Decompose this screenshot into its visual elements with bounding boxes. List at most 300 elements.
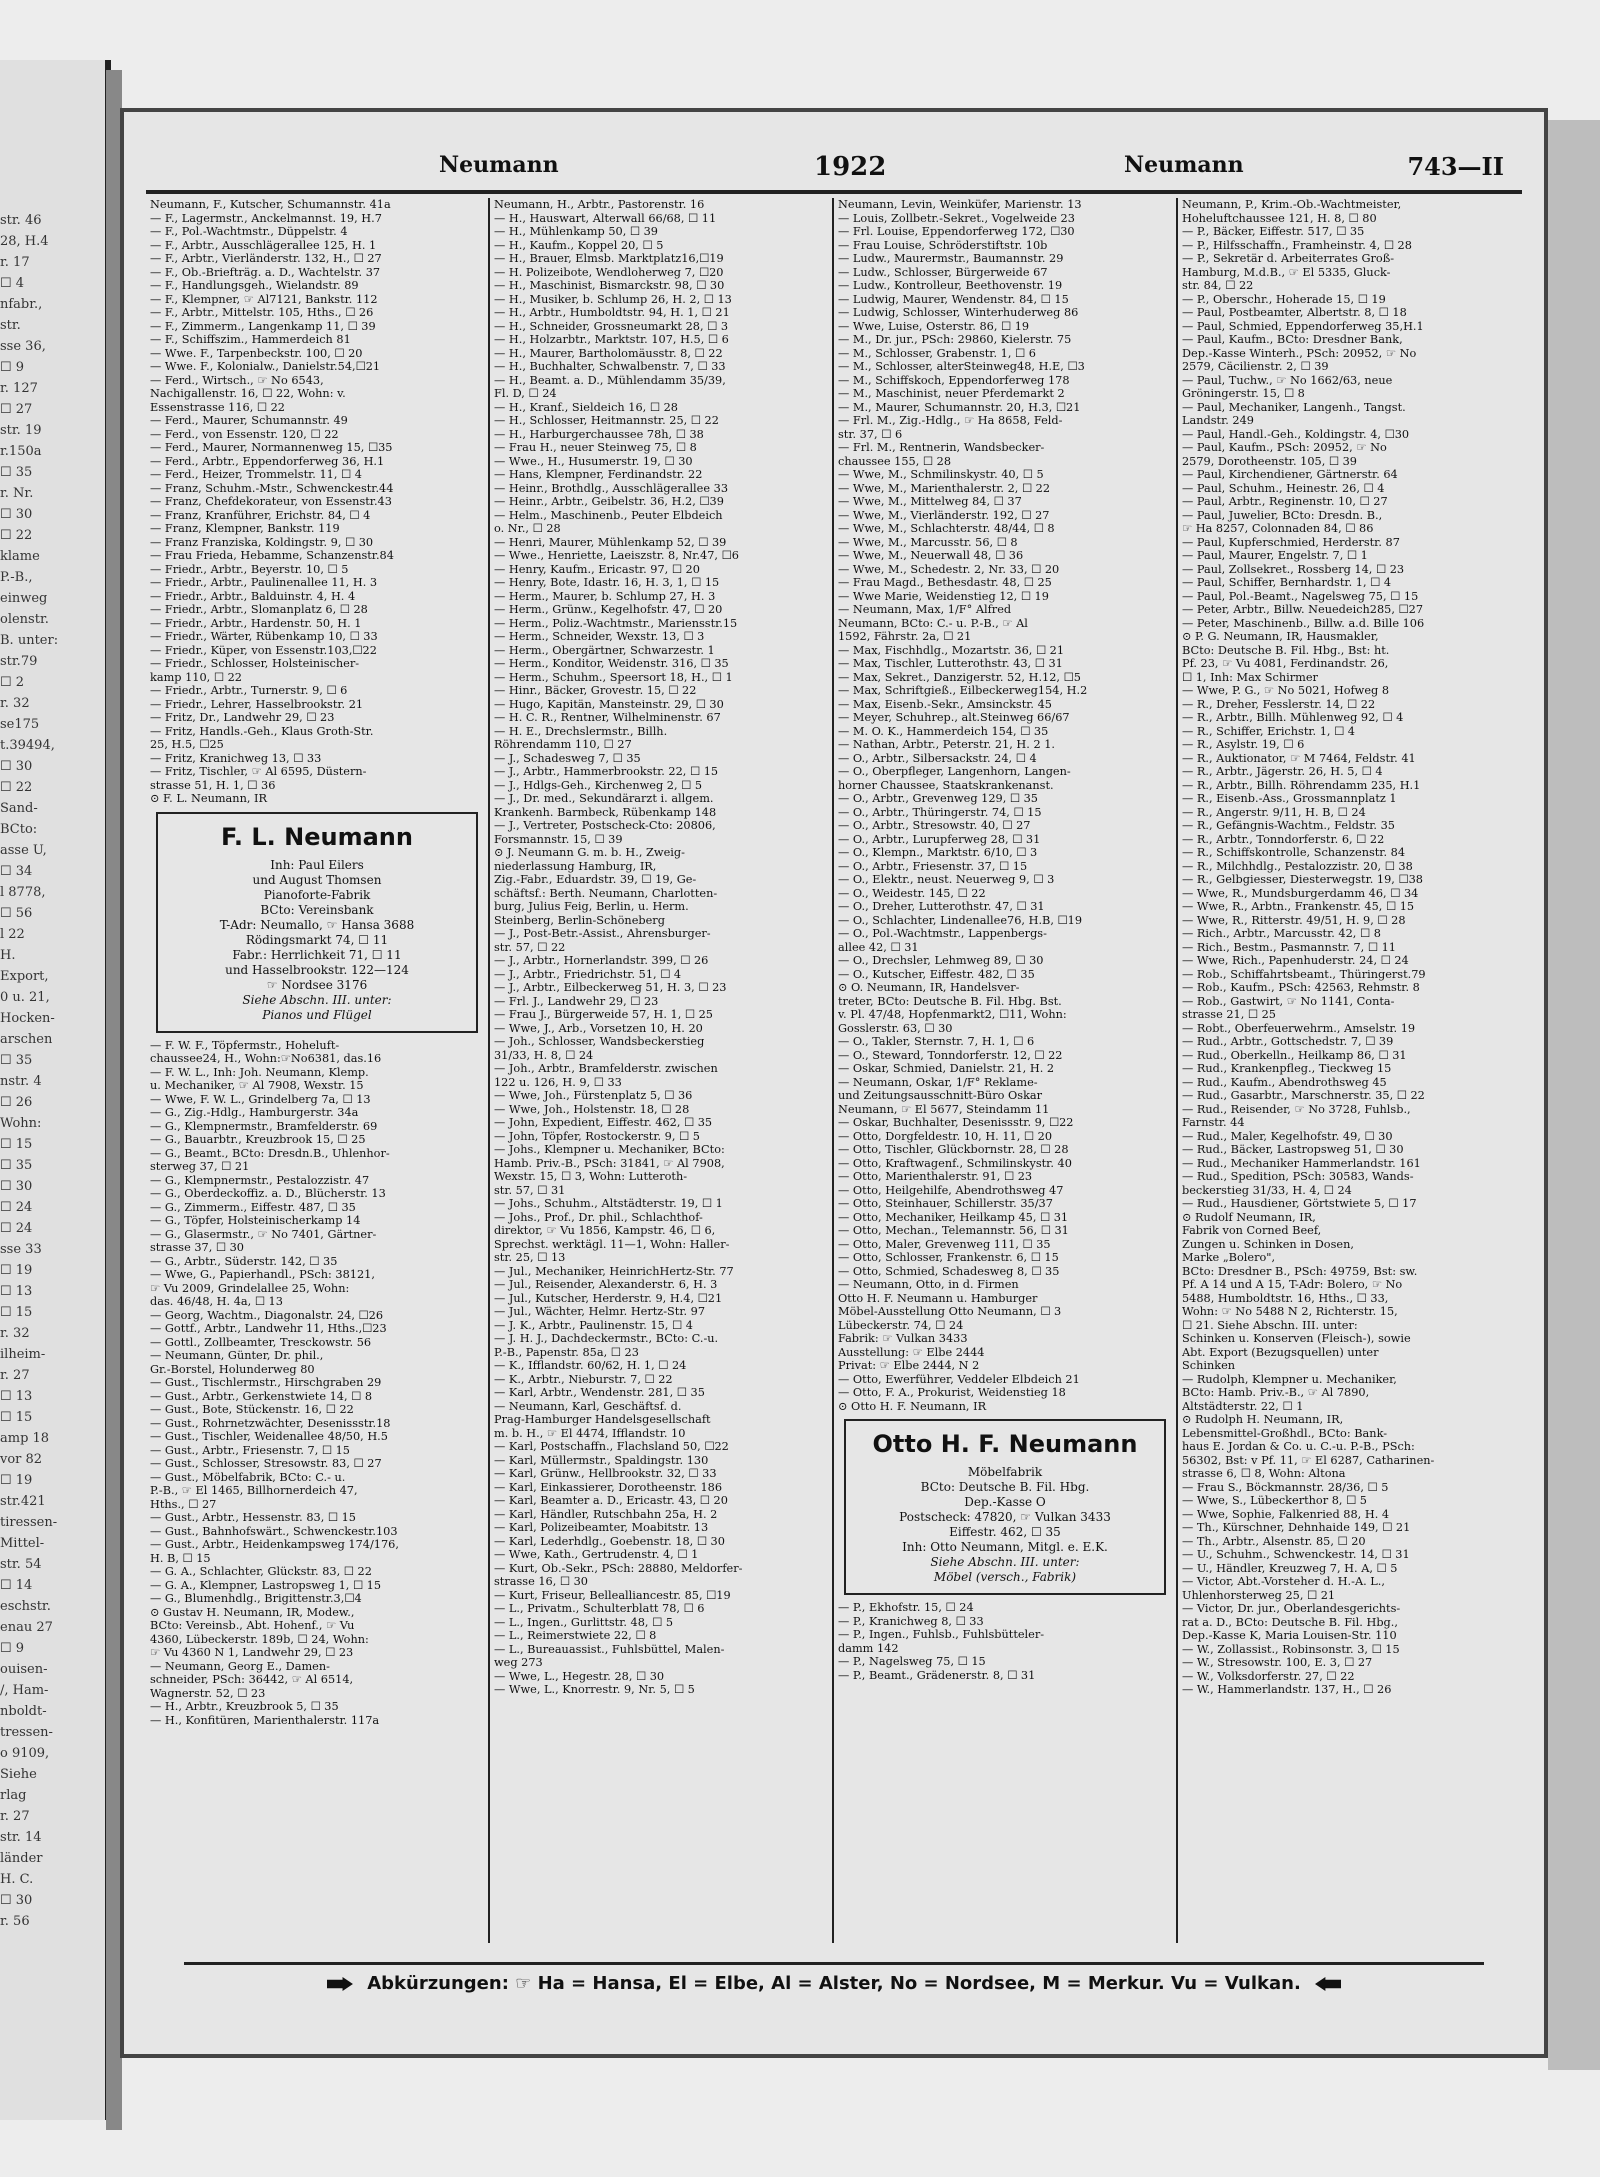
facing-page-line: tiressen- <box>0 1515 58 1530</box>
directory-entry: — Karl, Beamter a. D., Ericastr. 43, ☐ 20 <box>494 1494 728 1507</box>
directory-entry: — L., Bureauassist., Fuhlsbüttel, Malen- <box>494 1642 725 1656</box>
directory-entry: — J. K., Arbtr., Paulinenstr. 15, ☐ 4 <box>494 1318 693 1332</box>
directory-entry: — Wwe, L., Hegestr. 28, ☐ 30 <box>494 1669 665 1683</box>
advert-note: Möbel (versch., Fabrik) <box>933 1570 1077 1584</box>
directory-entry: — Jul., Kutscher, Herderstr. 9, H.4, ☐21 <box>494 1291 723 1305</box>
directory-entry: — Rich., Bestm., Pasmannstr. 7, ☐ 11 <box>1182 940 1396 954</box>
directory-entry: ⊙ Gustav H. Neumann, IR, Modew., <box>150 1605 355 1619</box>
directory-entry: — O., Arbtr., Friesenstr. 37, ☐ 15 <box>838 859 1028 873</box>
advert-line: Möbelfabrik <box>967 1465 1043 1479</box>
directory-entry: — Friedr., Küper, von Essenstr.103,☐22 <box>150 643 377 657</box>
advert-line: Postscheck: 47820, ☞ Vulkan 3433 <box>899 1510 1111 1524</box>
directory-entry: damm 142 <box>838 1641 899 1655</box>
facing-page-line: ☐ 27 <box>0 402 33 417</box>
facing-page-line: l 8778, <box>0 885 46 900</box>
directory-entry: — Ludw., Schlosser, Bürgerweide 67 <box>838 265 1048 279</box>
directory-entry: — J., Arbtr., Hornerlandstr. 399, ☐ 26 <box>494 954 709 967</box>
directory-entry: — H., Maschinist, Bismarckstr. 98, ☐ 30 <box>494 279 725 292</box>
directory-entry: — Georg, Wachtm., Diagonalstr. 24, ☐26 <box>150 1308 384 1322</box>
directory-entry: — G., Zig.-Hdlg., Hamburgerstr. 34a <box>150 1106 359 1119</box>
directory-entry: — H., Beamt. a. D., Mühlendamm 35/39, <box>494 373 726 387</box>
facing-page-line: ☐ 9 <box>0 360 25 375</box>
facing-page-line: rlag <box>0 1788 27 1803</box>
directory-entry: — John, Expedient, Eiffestr. 462, ☐ 35 <box>494 1116 713 1129</box>
directory-entry: — H., Schneider, Grossneumarkt 28, ☐ 3 <box>494 319 729 333</box>
facing-page-line: sse 33 <box>0 1242 42 1257</box>
directory-entry: — H. E., Drechslermstr., Billh. <box>494 724 668 738</box>
directory-entry: — Meyer, Schuhrep., alt.Steinweg 66/67 <box>838 711 1070 724</box>
directory-entry: — Frau Louise, Schröderstiftstr. 10b <box>838 238 1048 252</box>
directory-entry: — O., Kutscher, Eiffestr. 482, ☐ 35 <box>838 967 1035 981</box>
directory-entry: str. 57, ☐ 31 <box>494 1183 566 1197</box>
facing-page-line: o 9109, <box>0 1746 50 1761</box>
directory-entry: — Rud., Bäcker, Lastropsweg 51, ☐ 30 <box>1182 1143 1404 1156</box>
directory-entry: — Otto, Schmied, Schadesweg 8, ☐ 35 <box>838 1264 1060 1278</box>
directory-entry: Sprechst. werktägl. 11—1, Wohn: Haller- <box>494 1237 730 1251</box>
directory-entry: Dep.-Kasse K, Maria Louisen-Str. 110 <box>1182 1629 1397 1642</box>
facing-page-line: vor 82 <box>0 1452 43 1467</box>
directory-entry: — R., Gelbgiesser, Diesterwegstr. 19, ☐38 <box>1182 873 1423 886</box>
directory-entry: chaussee24, H., Wohn:☞No6381, das.16 <box>150 1052 382 1065</box>
directory-entry: — Wwe, M., Schedestr. 2, Nr. 33, ☐ 20 <box>838 562 1060 576</box>
directory-entry: — Kurt, Ob.-Sekr., PSch: 28880, Meldorfer- <box>494 1561 743 1575</box>
directory-entry: — R., Gefängnis-Wachtm., Feldstr. 35 <box>1182 819 1395 832</box>
directory-entry: Zig.-Fabr., Eduardstr. 39, ☐ 19, Ge- <box>494 873 697 886</box>
directory-entry: — Neumann, Karl, Geschäftsf. d. <box>494 1399 682 1413</box>
directory-entry: — G. A., Klempner, Lastropsweg 1, ☐ 15 <box>150 1578 382 1592</box>
advert-note: Pianos und Flügel <box>262 1007 372 1022</box>
directory-entry: Hths., ☐ 27 <box>150 1497 217 1511</box>
directory-entry: — F., Pol.-Wachtmstr., Düppelstr. 4 <box>150 225 348 238</box>
directory-entry: Hamb. Priv.-B., PSch: 31841, ☞ Al 7908, <box>494 1156 725 1170</box>
column-3 <box>834 198 1178 1943</box>
directory-entry: rat a. D., BCto: Deutsche B. Fil. Hbg., <box>1182 1615 1398 1629</box>
directory-entry: — Jul., Mechaniker, HeinrichHertz-Str. 77 <box>494 1264 734 1278</box>
directory-entry: — J., Arbtr., Eilbeckerweg 51, H. 3, ☐ 23 <box>494 981 727 994</box>
facing-page-line: ☐ 15 <box>0 1137 33 1152</box>
directory-entry: BCto: Deutsche B. Fil. Hbg., Bst: ht. <box>1182 643 1390 657</box>
directory-entry: — Victor, Abt.-Vorsteher d. H.-A. L., <box>1182 1575 1385 1588</box>
facing-page-line: tressen- <box>0 1725 53 1740</box>
directory-entry: — Fritz, Dr., Landwehr 29, ☐ 23 <box>150 711 335 724</box>
directory-entry: strasse 51, H. 1, ☐ 36 <box>150 778 276 792</box>
directory-entry: — O., Drechsler, Lehmweg 89, ☐ 30 <box>838 954 1044 967</box>
facing-page-line: l 22 <box>0 927 25 942</box>
directory-entry: ⊙ O. Neumann, IR, Handelsver- <box>838 981 1020 994</box>
directory-entry: o. Nr., ☐ 28 <box>494 522 561 535</box>
directory-entry: direktor, ☞ Vu 1856, Kampstr. 46, ☐ 6, <box>494 1224 716 1237</box>
directory-entry: P.-B., Papenstr. 85a, ☐ 23 <box>494 1345 639 1359</box>
facing-page-line: enau 27 <box>0 1620 53 1635</box>
facing-page-line: BCto: <box>0 822 38 837</box>
directory-entry: — Otto, Tischler, Glückbornstr. 28, ☐ 28 <box>838 1143 1069 1156</box>
facing-page-line: 28, H.4 <box>0 234 49 249</box>
facing-page-line: t.39494, <box>0 738 55 753</box>
directory-entry: — Gottl., Zollbeamter, Tresckowstr. 56 <box>150 1335 372 1349</box>
directory-entry: — Paul, Tuchw., ☞ No 1662/63, neue <box>1182 373 1393 387</box>
directory-entry: — G., Bauarbtr., Kreuzbrook 15, ☐ 25 <box>150 1133 366 1146</box>
facing-page-line: r. 32 <box>0 696 30 711</box>
directory-entry: — P., Ekhofstr. 15, ☐ 24 <box>838 1601 974 1614</box>
directory-entry: — Otto, Steinhauer, Schillerstr. 35/37 <box>838 1197 1053 1210</box>
directory-entry: — Rud., Arbtr., Gottschedstr. 7, ☐ 39 <box>1182 1035 1394 1048</box>
directory-entry: — Otto, Mechan., Telemannstr. 56, ☐ 31 <box>838 1224 1069 1237</box>
directory-entry: ⊙ P. G. Neumann, IR, Hausmakler, <box>1182 630 1379 643</box>
directory-entry: — Gust., Arbtr., Hessenstr. 83, ☐ 15 <box>150 1511 356 1524</box>
directory-entry: — M., Schlosser, Grabenstr. 1, ☐ 6 <box>838 346 1036 360</box>
directory-entry: — Henry, Bote, Idastr. 16, H. 3, 1, ☐ 15 <box>494 576 720 589</box>
facing-page-line: nstr. 4 <box>0 1074 42 1089</box>
directory-entry: Fabrik von Corned Beef, <box>1182 1224 1322 1237</box>
directory-entry: — Paul, Schmied, Eppendorferweg 35,H.1 <box>1182 319 1424 333</box>
directory-entry: — M., Schlosser, alterSteinweg48, H.E, ☐3 <box>838 360 1085 373</box>
directory-entry: — Frl. M., Zig.-Hdlg., ☞ Ha 8658, Feld- <box>838 414 1063 427</box>
directory-entry: H. B, ☐ 15 <box>150 1551 211 1565</box>
facing-page-line: ☐ 35 <box>0 1158 33 1173</box>
directory-entry: — Friedr., Arbtr., Turnerstr. 9, ☐ 6 <box>150 684 348 697</box>
directory-entry: — R., Dreher, Fesslerstr. 14, ☐ 22 <box>1182 697 1376 711</box>
facing-page-line: ☐ 9 <box>0 1641 25 1656</box>
directory-entry: — O., Dreher, Lutterothstr. 47, ☐ 31 <box>838 900 1045 913</box>
directory-entry: Schinken u. Konserven (Fleisch-), sowie <box>1182 1332 1411 1345</box>
directory-entry: — Herm., Schneider, Wexstr. 13, ☐ 3 <box>494 630 705 643</box>
directory-entry: — Neumann, Günter, Dr. phil., <box>150 1349 324 1362</box>
directory-entry: — Frau Frieda, Hebamme, Schanzenstr.84 <box>150 549 394 562</box>
directory-entry: BCto: Vereinsb., Abt. Hohenf., ☞ Vu <box>150 1619 355 1632</box>
directory-entry: — Otto, Maler, Grevenweg 111, ☐ 35 <box>838 1237 1051 1251</box>
directory-entry: — H., Hauswart, Alterwall 66/68, ☐ 11 <box>494 211 717 225</box>
directory-entry: Essenstrasse 116, ☐ 22 <box>150 400 285 414</box>
directory-entry: — Karl, Arbtr., Wendenstr. 281, ☐ 35 <box>494 1386 705 1399</box>
directory-entry: — P., Ingen., Fuhlsb., Fuhlsbütteler- <box>838 1628 1045 1641</box>
directory-entry: — Karl, Müllermstr., Spaldingstr. 130 <box>494 1453 709 1467</box>
facing-page-line: länder <box>0 1851 43 1866</box>
directory-entry: — Oskar, Buchhalter, Desenissstr. 9, ☐22 <box>838 1116 1074 1129</box>
advert-line: ☞ Nordsee 3176 <box>266 977 368 992</box>
facing-page-line: ☐ 35 <box>0 1053 33 1068</box>
directory-entry: — Paul, Schiffer, Bernhardstr. 1, ☐ 4 <box>1182 576 1392 589</box>
directory-entry: — F. W. F., Töpfermstr., Hoheluft- <box>150 1038 340 1052</box>
directory-entry: P.-B., ☞ El 1465, Billhornerdeich 47, <box>150 1484 358 1497</box>
facing-page-line: B. unter: <box>0 633 59 648</box>
directory-entry: — U., Händler, Kreuzweg 7, H. A, ☐ 5 <box>1182 1561 1398 1575</box>
facing-page-line: /, Ham- <box>0 1683 49 1698</box>
directory-entry: — Max, Schriftgieß., Eilbeckerweg154, H.2 <box>838 684 1088 697</box>
directory-entry: — G., Klempnermstr., Bramfelderstr. 69 <box>150 1119 378 1133</box>
directory-entry: — Paul, Kaufm., PSch: 20952, ☞ No <box>1182 441 1387 454</box>
directory-entry: v. Pl. 47/48, Hopfenmarkt2, ☐11, Wohn: <box>838 1008 1067 1021</box>
directory-entry: — Heinr., Arbtr., Geibelstr. 36, H.2, ☐39 <box>494 495 724 508</box>
facing-page-line: Wohn: <box>0 1116 42 1131</box>
facing-page-line: ☐ 2 <box>0 675 25 690</box>
directory-entry: — Karl, Händler, Rutschbahn 25a, H. 2 <box>494 1507 718 1521</box>
directory-entry: — P., Bäcker, Eiffestr. 517, ☐ 35 <box>1182 225 1365 238</box>
directory-entry: — O., Oberpfleger, Langenhorn, Langen- <box>838 765 1071 778</box>
directory-entry: — J., Arbtr., Friedrichstr. 51, ☐ 4 <box>494 967 682 981</box>
directory-entry: — Paul, Kirchendiener, Gärtnerstr. 64 <box>1182 468 1398 481</box>
facing-page-line: einweg <box>0 591 48 606</box>
directory-entry: ☞ Vu 4360 N 1, Landwehr 29, ☐ 23 <box>150 1646 354 1659</box>
directory-entry: — Wwe, R., Ritterstr. 49/51, H. 9, ☐ 28 <box>1182 913 1406 927</box>
facing-page-line: r. 56 <box>0 1914 30 1929</box>
directory-entry: — H. Polizeibote, Wendloherweg 7, ☐20 <box>494 265 724 279</box>
directory-entry: — Friedr., Wärter, Rübenkamp 10, ☐ 33 <box>150 630 378 643</box>
directory-entry: — Paul, Kupferschmied, Herderstr. 87 <box>1182 535 1400 549</box>
directory-entry: — Max, Sekret., Danzigerstr. 52, H.12, ☐5 <box>838 670 1081 684</box>
directory-entry: Möbel-Ausstellung Otto Neumann, ☐ 3 <box>838 1305 1062 1318</box>
directory-entry: Ausstellung: ☞ Elbe 2444 <box>838 1345 985 1359</box>
directory-entry: chaussee 155, ☐ 28 <box>838 454 952 468</box>
facing-page-line: Sand- <box>0 801 38 816</box>
directory-page <box>120 108 1548 2058</box>
directory-entry: ☞ Ha 8257, Colonnaden 84, ☐ 86 <box>1182 522 1374 535</box>
directory-entry: ⊙ Rudolf Neumann, IR, <box>1182 1210 1316 1224</box>
directory-entry: — Karl, Lederhdlg., Goebenstr. 18, ☐ 30 <box>494 1534 725 1548</box>
directory-entry: — J., Arbtr., Hammerbrookstr. 22, ☐ 15 <box>494 765 719 778</box>
directory-entry: — Wwe Marie, Weidenstieg 12, ☐ 19 <box>838 589 1049 603</box>
directory-entry: — Wwe., H., Husumerstr. 19, ☐ 30 <box>494 454 693 468</box>
directory-entry: — F., Ob.-Briefträg. a. D., Wachtelstr. 37 <box>150 265 381 279</box>
directory-entry: treter, BCto: Deutsche B. Fil. Hbg. Bst. <box>838 994 1062 1008</box>
directory-entry: Neumann, ☞ El 5677, Steindamm 11 <box>838 1102 1050 1116</box>
directory-entry: — Paul, Maurer, Engelstr. 7, ☐ 1 <box>1182 549 1368 562</box>
directory-entry: — Rud., Gasarbtr., Marschnerstr. 35, ☐ 22 <box>1182 1089 1425 1102</box>
directory-entry: — Herm., Obergärtner, Schwarzestr. 1 <box>494 643 715 657</box>
directory-entry: — Frl. J., Landwehr 29, ☐ 23 <box>494 994 659 1008</box>
directory-entry: — Frl. M., Rentnerin, Wandsbecker- <box>838 441 1045 454</box>
directory-entry: — Karl, Grünw., Hellbrookstr. 32, ☐ 33 <box>494 1467 717 1480</box>
directory-entry: — M. O. K., Hammerdeich 154, ☐ 35 <box>838 724 1049 738</box>
directory-entry: haus E. Jordan & Co. u. C.-u. P.-B., PSch: <box>1182 1440 1415 1453</box>
directory-entry: — K., Ifflandstr. 60/62, H. 1, ☐ 24 <box>494 1359 687 1372</box>
header-year: 1922 <box>814 152 887 182</box>
directory-entry: — Heinr., Brothdlg., Ausschlägerallee 33 <box>494 481 729 495</box>
directory-entry: Uhlenhorsterweg 25, ☐ 21 <box>1182 1588 1336 1602</box>
directory-entry: das. 46/48, H. 4a, ☐ 13 <box>150 1295 283 1308</box>
directory-entry: Lebensmittel-Großhdl., BCto: Bank- <box>1182 1426 1388 1440</box>
directory-entry: — Oskar, Schmied, Danielstr. 21, H. 2 <box>838 1062 1055 1075</box>
directory-entry: — G., Blumenhdlg., Brigittenstr.3,☐4 <box>150 1592 362 1605</box>
advert-line: Rödingsmarkt 74, ☐ 11 <box>245 932 389 947</box>
directory-entry: Zungen u. Schinken in Dosen, <box>1182 1237 1354 1251</box>
advert-title: Otto H. F. Neumann <box>872 1430 1138 1458</box>
facing-page-line: ilheim- <box>0 1347 46 1362</box>
directory-entry: — Otto, Heilgehilfe, Abendrothsweg 47 <box>838 1183 1064 1197</box>
facing-page-line: nfabr., <box>0 297 43 312</box>
directory-entry: — Jul., Wächter, Helmr. Hertz-Str. 97 <box>494 1305 706 1318</box>
directory-entry: — Wwe, F. W. L., Grindelberg 7a, ☐ 13 <box>150 1092 371 1106</box>
directory-entry: — R., Schiffskontrolle, Schanzenstr. 84 <box>1182 846 1406 859</box>
directory-entry: — Rob., Schiffahrtsbeamt., Thüringerst.79 <box>1182 967 1426 981</box>
directory-entry: — H., Musiker, b. Schlump 26, H. 2, ☐ 13 <box>494 292 732 306</box>
directory-entry: — H., Holzarbtr., Marktstr. 107, H.5, ☐ 6 <box>494 333 729 346</box>
directory-entry: — Rud., Hausdiener, Görtstwiete 5, ☐ 17 <box>1182 1197 1417 1210</box>
directory-entry: Neumann, F., Kutscher, Schumannstr. 41a <box>150 198 391 211</box>
directory-entry: — Fritz, Tischler, ☞ Al 6595, Düstern- <box>150 765 367 778</box>
directory-entry: — Neumann, Max, 1/F° Alfred <box>838 603 1012 616</box>
directory-entry: — G., Töpfer, Holsteinischerkamp 14 <box>150 1214 361 1227</box>
directory-entry: — Neumann, Oskar, 1/F° Reklame- <box>838 1075 1038 1089</box>
directory-entry: — H., Arbtr., Humboldtstr. 94, H. 1, ☐ 21 <box>494 306 730 319</box>
directory-entry: 122 u. 126, H. 9, ☐ 33 <box>494 1075 622 1089</box>
directory-entry: — Wwe, J., Arb., Vorsetzen 10, H. 20 <box>494 1021 703 1035</box>
directory-entry: — Wwe, L., Knorrestr. 9, Nr. 5, ☐ 5 <box>494 1683 695 1696</box>
directory-entry: — O., Pol.-Wachtmstr., Lappenbergs- <box>838 927 1047 940</box>
directory-entry: — Paul, Zollsekret., Rossberg 14, ☐ 23 <box>1182 562 1405 576</box>
directory-entry: — Friedr., Schlosser, Holsteinischer- <box>150 657 360 670</box>
facing-page-line: ☐ 22 <box>0 528 33 543</box>
directory-entry: — F., Arbtr., Mittelstr. 105, Hths., ☐ 26 <box>150 306 374 319</box>
directory-entry: — Friedr., Arbtr., Hardenstr. 50, H. 1 <box>150 616 362 630</box>
facing-page-line: H. C. <box>0 1872 34 1887</box>
directory-entry: — F., Lagermstr., Anckelmannst. 19, H.7 <box>150 211 382 225</box>
directory-entry: — H., Kranf., Sieldeich 16, ☐ 28 <box>494 400 678 414</box>
facing-page-line: klame <box>0 549 40 564</box>
directory-entry: — Wwe, M., Marienthalerstr. 2, ☐ 22 <box>838 481 1051 495</box>
directory-entry: 56302, Bst: v Pf. 11, ☞ El 6287, Catharinen- <box>1182 1453 1435 1467</box>
directory-entry: Neumann, Levin, Weinküfer, Marienstr. 13 <box>838 198 1082 211</box>
directory-entry: — Joh., Arbtr., Bramfelderstr. zwischen <box>494 1062 718 1075</box>
directory-entry: — Ludw., Kontrolleur, Beethovenstr. 19 <box>838 279 1063 292</box>
directory-entry: Hamburg, M.d.B., ☞ El 5335, Gluck- <box>1182 265 1391 279</box>
directory-entry: — Karl, Polizeibeamter, Moabitstr. 13 <box>494 1521 709 1534</box>
directory-entry: — H., Harburgerchaussee 78h, ☐ 38 <box>494 427 704 441</box>
directory-entry: — Wwe, Joh., Fürstenplatz 5, ☐ 36 <box>494 1089 693 1102</box>
directory-entry: Abt. Export (Bezugsquellen) unter <box>1182 1345 1379 1359</box>
directory-entry: — F., Klempner, ☞ Al7121, Bankstr. 112 <box>150 292 378 306</box>
directory-entry: str. 37, ☐ 6 <box>838 427 903 441</box>
directory-entry: str. 57, ☐ 22 <box>494 940 566 954</box>
directory-entry: m. b. H., ☞ El 4474, Ifflandstr. 10 <box>494 1426 686 1440</box>
directory-entry: weg 273 <box>494 1656 543 1669</box>
facing-page-line: ☐ 35 <box>0 465 33 480</box>
page-number: 743—II <box>1407 152 1504 181</box>
directory-entry: Dep.-Kasse Winterh., PSch: 20952, ☞ No <box>1182 346 1417 360</box>
directory-entry: — Gust., Tischler, Weidenallee 48/50, H.5 <box>150 1430 388 1443</box>
directory-entry: — G. A., Schlachter, Glückstr. 83, ☐ 22 <box>150 1565 372 1578</box>
directory-entry: — W., Stresowstr. 100, E. 3, ☐ 27 <box>1182 1656 1373 1669</box>
directory-entry: — Otto, Ewerführer, Veddeler Elbdeich 21 <box>838 1372 1080 1386</box>
directory-entry: ⊙ Rudolph H. Neumann, IR, <box>1182 1413 1344 1426</box>
directory-entry: — Ludwig, Schlosser, Winterhuderweg 86 <box>838 306 1079 319</box>
advert-line: Dep.-Kasse O <box>964 1495 1046 1509</box>
directory-entry: — Robt., Oberfeuerwehrm., Amselstr. 19 <box>1182 1021 1416 1035</box>
directory-entry: — F., Arbtr., Ausschlägerallee 125, H. 1 <box>150 238 377 252</box>
directory-entry: — Ludwig, Maurer, Wendenstr. 84, ☐ 15 <box>838 292 1069 306</box>
facing-page-line: ☐ 30 <box>0 759 33 774</box>
directory-entry: — Franz, Schuhm.-Mstr., Schwenckestr.44 <box>150 481 394 495</box>
directory-entry: strasse 6, ☐ 8, Wohn: Altona <box>1182 1467 1346 1480</box>
directory-entry: Steinberg, Berlin-Schöneberg <box>494 913 665 927</box>
directory-entry: 2579, Cäcilienstr. 2, ☐ 39 <box>1182 360 1329 373</box>
directory-entry: beckerstieg 31/33, H. 4, ☐ 24 <box>1182 1183 1352 1197</box>
directory-entry: — P., Hilfsschaffn., Framheinstr. 4, ☐ 28 <box>1182 238 1412 252</box>
directory-entry: — Gust., Arbtr., Gerkenstwiete 14, ☐ 8 <box>150 1389 373 1403</box>
facing-page-line: ☐ 24 <box>0 1221 33 1236</box>
facing-page-line: nboldt- <box>0 1704 47 1719</box>
directory-entry: Landstr. 249 <box>1182 414 1254 427</box>
facing-page-line: ☐ 4 <box>0 276 25 291</box>
directory-entry: — Franz, Kranführer, Erichstr. 84, ☐ 4 <box>150 508 371 522</box>
directory-entry: — J., Hdlgs-Geh., Kirchenweg 2, ☐ 5 <box>494 778 703 792</box>
facing-page-line: asse U, <box>0 843 47 858</box>
directory-entry: — R., Asylstr. 19, ☐ 6 <box>1182 738 1305 751</box>
directory-entry: niederlassung Hamburg, IR, <box>494 859 657 873</box>
directory-entry: ⊙ J. Neumann G. m. b. H., Zweig- <box>494 846 685 859</box>
directory-entry: u. Mechaniker, ☞ Al 7908, Wexstr. 15 <box>150 1079 364 1092</box>
facing-page-line: amp 18 <box>0 1431 50 1446</box>
directory-entry: — Wwe. F., Kolonialw., Danielstr.54,☐21 <box>150 360 381 373</box>
directory-entry: — Hugo, Kapitän, Mansteinstr. 29, ☐ 30 <box>494 697 724 711</box>
directory-entry: BCto: Hamb. Priv.-B., ☞ Al 7890, <box>1182 1386 1370 1399</box>
directory-entry: — Peter, Maschinenb., Billw. a.d. Bille 106 <box>1182 616 1425 630</box>
facing-page-line: ☐ 13 <box>0 1284 33 1299</box>
abbreviations-text: Abkürzungen: ☞ Ha = Hansa, El = Elbe, Al = Alster, No = Nordsee, M = Merkur. Vu = Vulkan. <box>367 1973 1301 1994</box>
directory-entry: — Jul., Reisender, Alexanderstr. 6, H. 3 <box>494 1278 718 1291</box>
directory-entry: — R., Arbtr., Billh. Röhrendamm 235, H.1 <box>1182 778 1421 792</box>
advert-line: T-Adr: Neumallo, ☞ Hansa 3688 <box>219 917 415 932</box>
directory-entry: — O., Weidestr. 145, ☐ 22 <box>838 886 986 900</box>
directory-entry: — R., Milchhdlg., Pestalozzistr. 20, ☐ 38 <box>1182 859 1413 873</box>
directory-entry: ☐ 1, Inh: Max Schirmer <box>1182 670 1318 684</box>
directory-entry: Fl. D, ☐ 24 <box>494 387 557 400</box>
directory-entry: sterweg 37, ☐ 21 <box>150 1160 250 1173</box>
directory-entry: — Paul, Kaufm., BCto: Dresdner Bank, <box>1182 333 1403 346</box>
page-edge <box>1548 120 1600 2070</box>
directory-entry: — Ferd., Arbtr., Eppendorferweg 36, H.1 <box>150 454 385 468</box>
directory-entry: — Gust., Rohrnetzwächter, Desenissstr.18 <box>150 1416 391 1430</box>
directory-entry: — Otto, F. A., Prokurist, Weidenstieg 18 <box>838 1386 1066 1399</box>
directory-entry: Neumann, P., Krim.-Ob.-Wachtmeister, <box>1182 198 1402 211</box>
directory-entry: — Fritz, Kranichweg 13, ☐ 33 <box>150 751 322 765</box>
directory-entry: — Paul, Schuhm., Heinestr. 26, ☐ 4 <box>1182 481 1385 495</box>
advert-line: Fabr.: Herrlichkeit 71, ☐ 11 <box>232 947 402 962</box>
advert-line: und August Thomsen <box>252 872 382 887</box>
advert-note: Siehe Abschn. III. unter: <box>930 1555 1080 1569</box>
directory-entry: Prag-Hamburger Handelsgesellschaft <box>494 1413 711 1426</box>
directory-entry: — Frl. Louise, Eppendorferweg 172, ☐30 <box>838 225 1075 238</box>
directory-entry: Farnstr. 44 <box>1182 1116 1245 1129</box>
directory-entry: — H. C. R., Rentner, Wilhelminenstr. 67 <box>494 711 721 724</box>
facing-page-line: r. 27 <box>0 1368 30 1383</box>
directory-entry: ⊙ Otto H. F. Neumann, IR <box>838 1399 987 1413</box>
facing-page-line: str. 14 <box>0 1830 42 1845</box>
directory-entry: — Wwe., Henriette, Laeiszstr. 8, Nr.47, ☐6 <box>494 549 739 562</box>
directory-entry: — Gust., Bote, Stückenstr. 16, ☐ 22 <box>150 1403 354 1416</box>
directory-entry: — L., Ingen., Gurlittstr. 48, ☐ 5 <box>494 1615 674 1629</box>
directory-entry: — Hinr., Bäcker, Grovestr. 15, ☐ 22 <box>494 684 697 697</box>
directory-entry: — Wwe, Luise, Osterstr. 86, ☐ 19 <box>838 319 1030 333</box>
directory-entry: — Rud., Maler, Kegelhofstr. 49, ☐ 30 <box>1182 1129 1393 1143</box>
directory-entry: — H., Arbtr., Kreuzbrook 5, ☐ 35 <box>150 1700 339 1713</box>
directory-entry: — G., Oberdeckoffiz. a. D., Blücherstr. 13 <box>150 1187 386 1200</box>
directory-entry: — O., Takler, Sternstr. 7, H. 1, ☐ 6 <box>838 1035 1035 1048</box>
directory-entry: schneider, PSch: 36442, ☞ Al 6514, <box>150 1673 354 1686</box>
directory-entry: — Wwe, P. G., ☞ No 5021, Hofweg 8 <box>1182 684 1390 697</box>
directory-entry: strasse 37, ☐ 30 <box>150 1241 244 1254</box>
facing-page-line: str. 46 <box>0 213 42 228</box>
pointing-hand-icon <box>327 1977 353 1991</box>
directory-entry: — R., Angerstr. 9/11, H. B, ☐ 24 <box>1182 805 1366 819</box>
facing-page-line: r. Nr. <box>0 486 34 501</box>
directory-entry: — R., Arbtr., Billh. Mühlenweg 92, ☐ 4 <box>1182 711 1404 724</box>
directory-entry: — Franz, Chefdekorateur, von Essenstr.43 <box>150 495 392 508</box>
directory-entry: — Neumann, Georg E., Damen- <box>150 1659 330 1673</box>
facing-page-line: H. <box>0 948 16 963</box>
directory-entry: — Paul, Mechaniker, Langenh., Tangst. <box>1182 400 1406 414</box>
directory-entry: — R., Eisenb.-Ass., Grossmannplatz 1 <box>1182 792 1397 805</box>
directory-entry: — Th., Kürschner, Dehnhaide 149, ☐ 21 <box>1182 1521 1411 1534</box>
